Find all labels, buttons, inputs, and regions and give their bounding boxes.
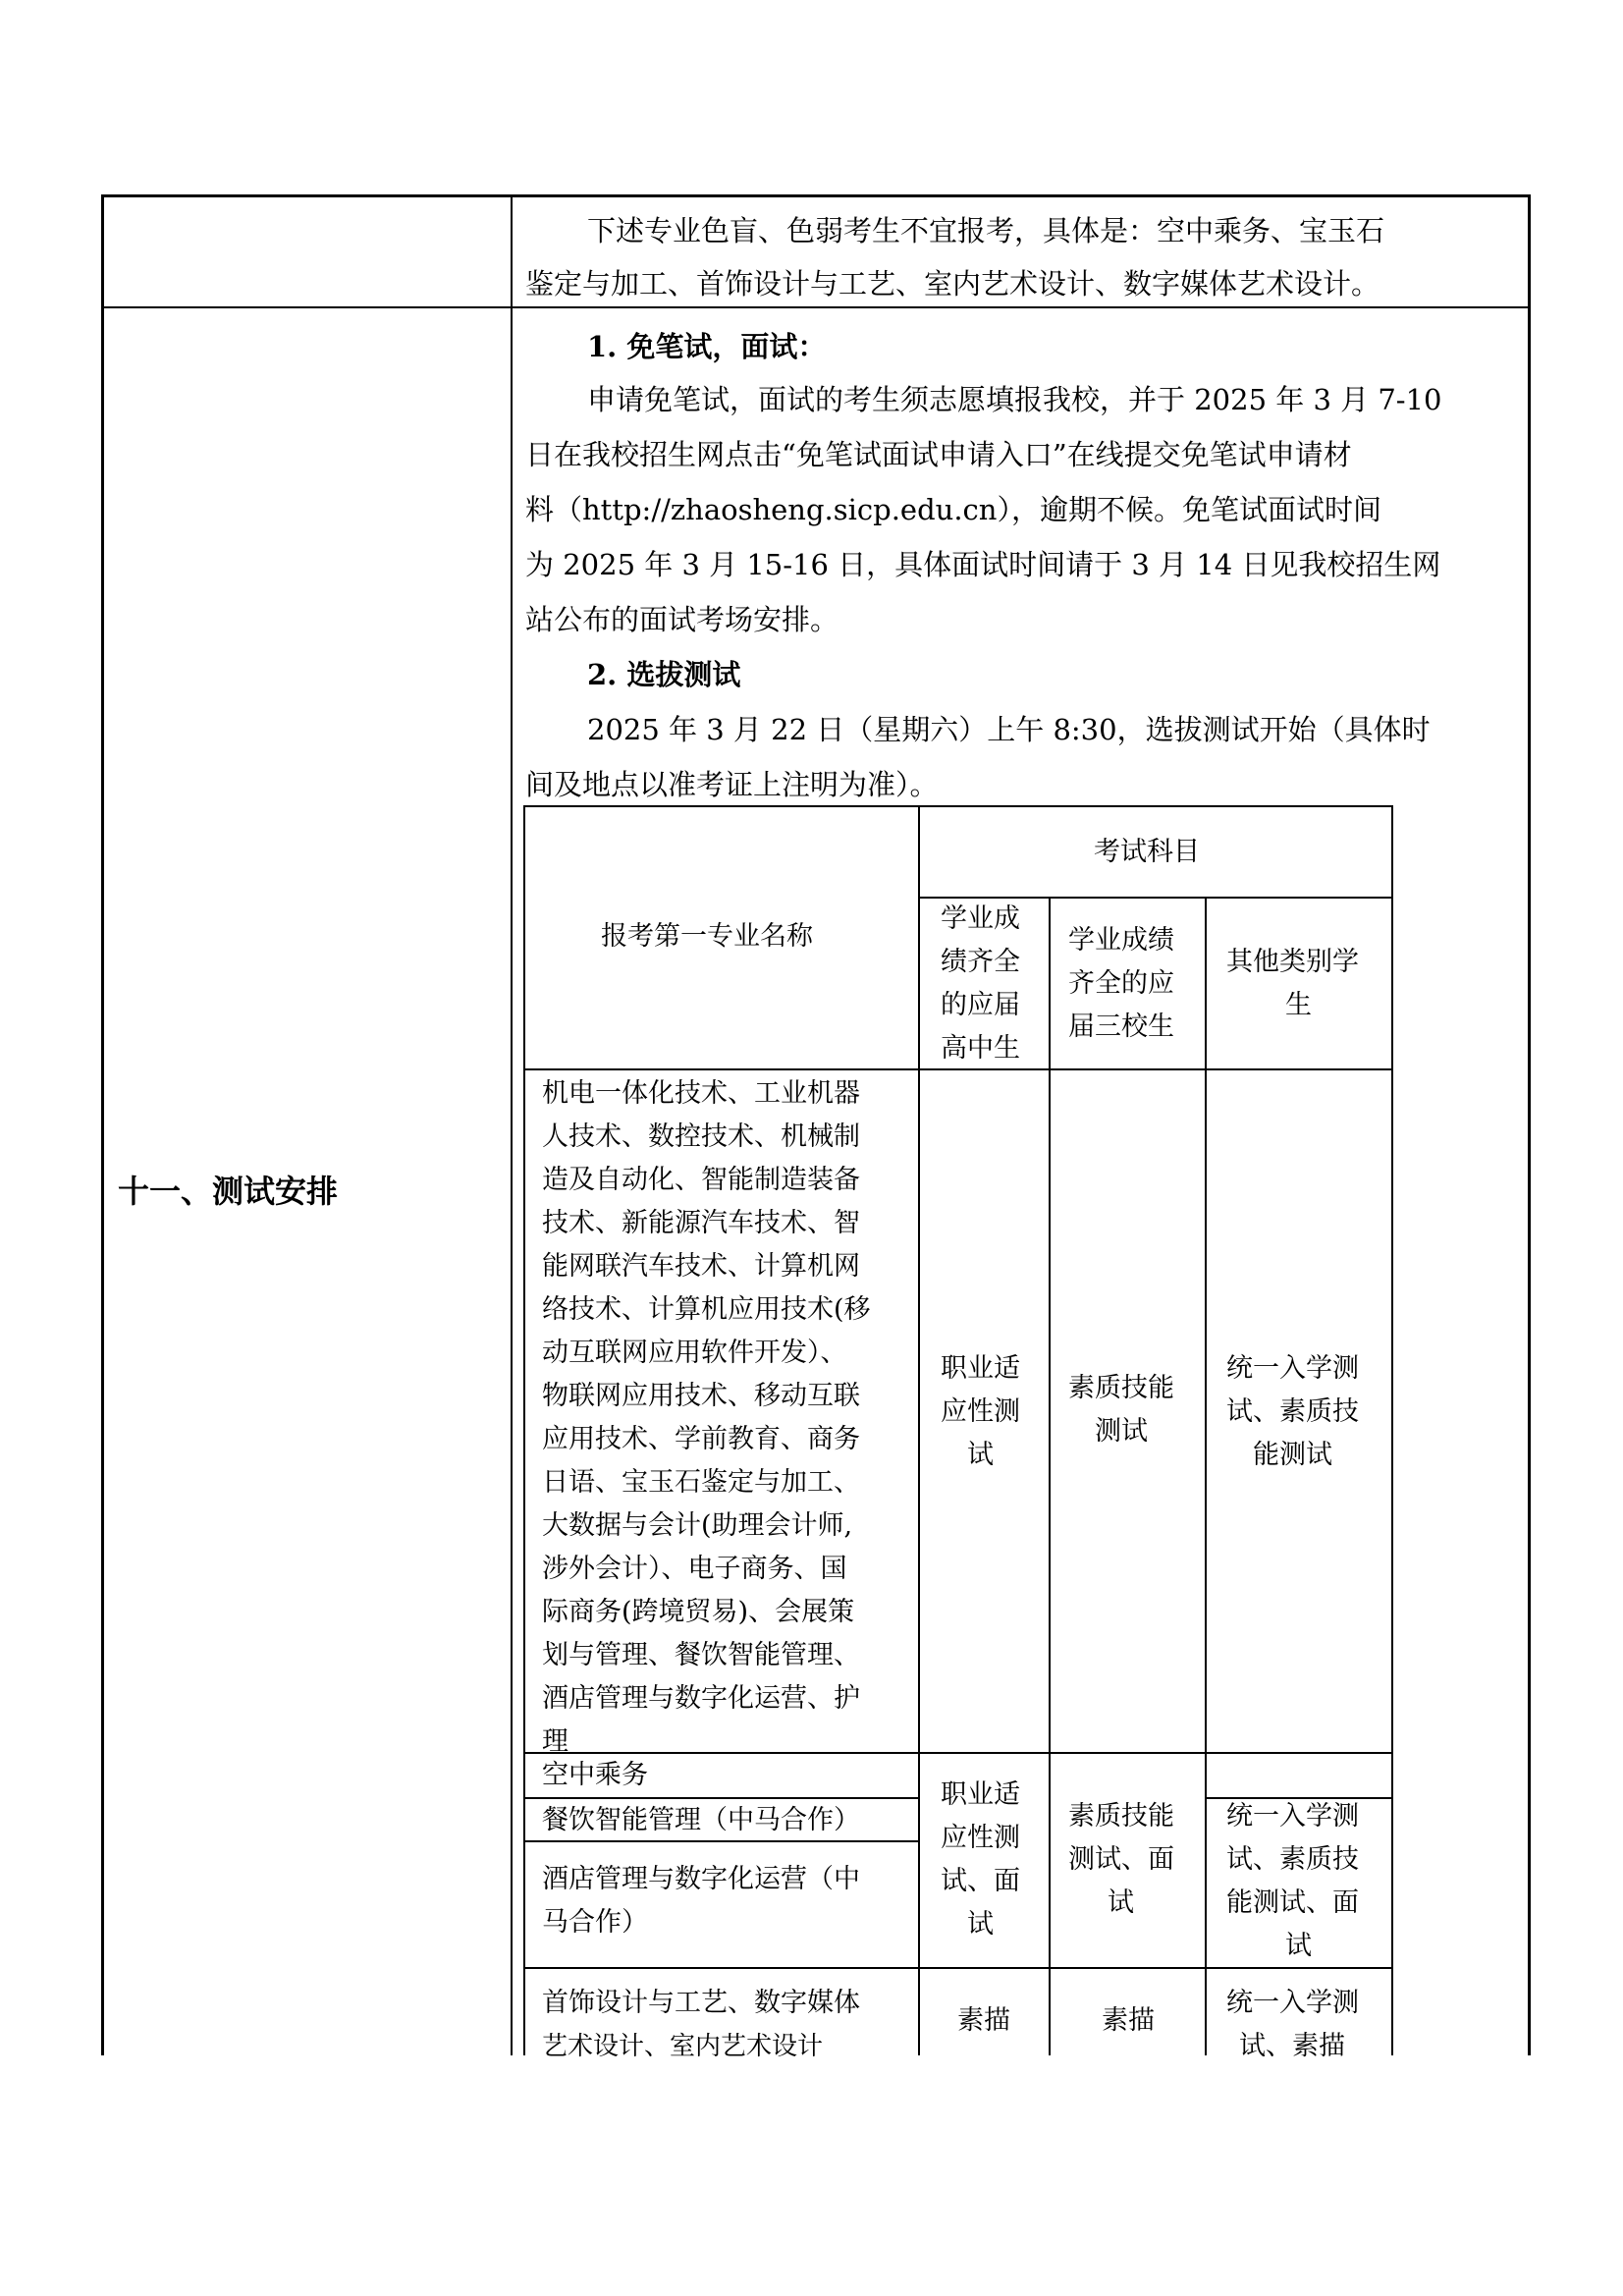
header-subjects: 考试科目: [1094, 837, 1200, 867]
para1-line3: 料（http://zhaosheng.sicp.edu.cn），逾期不候。免笔试面试时间: [525, 493, 1381, 526]
row-c-col2: 素描: [1102, 2005, 1155, 2036]
para1-line1: 申请免笔试，面试的考生须志愿填报我校，并于 2025 年 3 月 7-10: [587, 383, 1442, 416]
section-title: 十一、测试安排: [118, 1173, 339, 1210]
para2-line2: 间及地点以准考证上注明为准）。: [525, 768, 939, 801]
row1-line2: 鉴定与加工、首饰设计与工艺、室内艺术设计、数字媒体艺术设计。: [525, 267, 1380, 301]
column-divider: [511, 194, 513, 2055]
para2-line1: 2025 年 3 月 22 日（星期六）上午 8:30，选拔测试开始（具体时: [587, 713, 1431, 746]
para1-line5: 站公布的面试考场安排。: [525, 603, 839, 636]
row1-line1: 下述专业色盲、色弱考生不宜报考，具体是：空中乘务、宝玉石: [587, 214, 1385, 247]
row-c-col1: 素描: [957, 2005, 1010, 2036]
heading-selection: 2. 选拔测试: [587, 658, 741, 691]
row-b-major1: 空中乘务: [542, 1760, 648, 1790]
row-b-major2: 餐饮智能管理（中马合作）: [542, 1805, 860, 1835]
document-page: 下述专业色盲、色弱考生不宜报考，具体是：空中乘务、宝玉石 鉴定与加工、首饰设计与工艺、室内艺术设计、数字媒体艺术设计。 十一、测试安排 1. 免笔试，面试： 申请免笔试，面试的考生须志愿填报我校，并于 2025 年 3 月 7-10 日在我校招生网点击“免笔试面试申请入口”在线提交免笔试申请材 料（http://zhaosheng.sicp.edu.cn），逾期不候。免笔试面试时间 为 2025 年 3 月 15-16 日，具体面试时间请于 3 月 14 日见我校招生网 站公布的面试考场安排。 2. 选拔测试 2025 年 3 月 22 日（星期六）上午 8:30，选拔测试开始（具体时 间及地点以准考证上注明为准）。 报考第一专业名称 考试科目 学业成 绩齐全 的应届 高中生 学业成绩 齐全的应 届三校生 其他类别学 生 机电一体化技术、工业机器 人技术、数控技术、机械制 造及自动化、智能制造装备 技术、新能源汽车技术、智 能网联汽车技术、计算机网 络技术、计算机应用技术(移 动互联网应用软件开发）、 物联网应用技术、移动互联 应用技术、学前教育、商务 日语、宝玉石鉴定与加工、 大数据与会计(助理会计师, 涉外会计）、电子商务、国 际商务(跨境贸易)、会展策 划与管理、餐饮智能管理、 酒店管理与数字化运营、护 理 职业适 应性测 试 素质技能 测试 统一入学测 试、素质技 能测试 空中乘务 餐饮智能管理（中马合作） 酒店管理与数字化运营（中 马合作） 职业适 应性测 试、面 试 素质技能 测试、面 试 统一入学测 试、素质技 能测试、面 试 首饰设计与工艺、数字媒体 艺术设计、室内艺术设计 素描 素描 统一入学测 试、素描: [0, 0, 1623, 2296]
heading-exempt: 1. 免笔试，面试：: [587, 330, 827, 363]
para1-line4: 为 2025 年 3 月 15-16 日，具体面试时间请于 3 月 14 日见我校招生网: [525, 548, 1441, 581]
header-major: 报考第一专业名称: [601, 921, 813, 952]
para1-line2: 日在我校招生网点击“免笔试面试申请入口”在线提交免笔试申请材: [525, 438, 1352, 471]
